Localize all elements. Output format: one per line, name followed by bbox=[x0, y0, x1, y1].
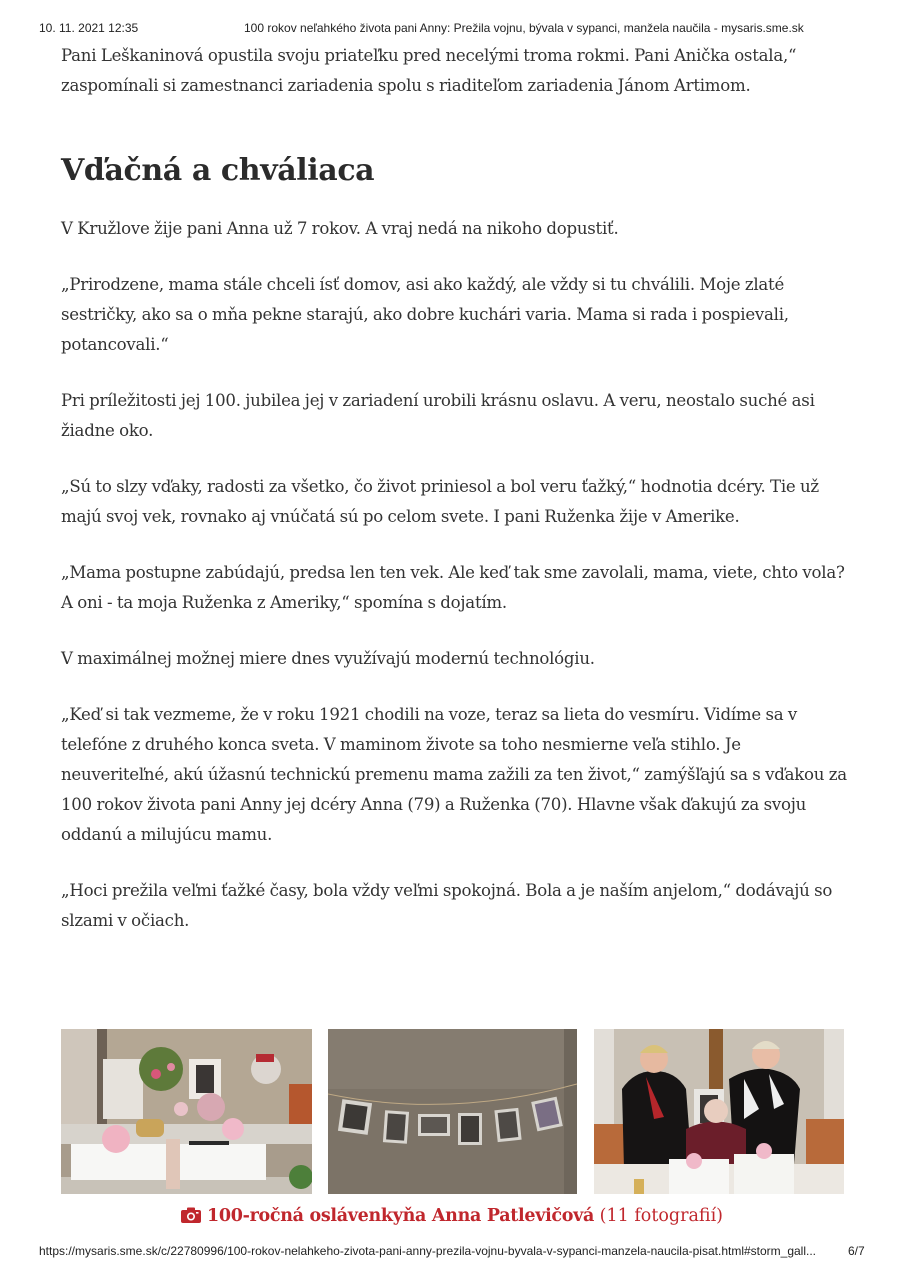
print-header bbox=[0, 21, 904, 37]
gallery-photo-family[interactable] bbox=[594, 1029, 844, 1194]
gallery-title-link[interactable]: 100-ročná oslávenkyňa Anna Patlevičová bbox=[206, 1206, 595, 1226]
article-paragraph: „Mama postupne zabúdajú, predsa len ten vek. Ale keď tak sme zavolali, mama, viete, chto vola? A oni - ta moja Ruženka z Ameriky,“ spomína s dojatím. bbox=[61, 563, 845, 612]
hanging-old-photos-photo bbox=[328, 1029, 577, 1194]
gallery-photo-hanging[interactable] bbox=[328, 1029, 577, 1194]
print-footer bbox=[0, 1244, 904, 1260]
article-paragraph: Pri príležitosti jej 100. jubilea jej v zariadení urobili krásnu oslavu. A veru, neostalo suché asi žiadne oko. bbox=[61, 391, 815, 440]
print-page-title: 100 rokov neľahkého života pani Anny: Prežila vojnu, bývala v sypanci, manžela naučila - mysaris.sme.sk bbox=[244, 21, 804, 35]
article-paragraph: V Kružlove žije pani Anna už 7 rokov. A vraj nedá na nikoho dopustiť. bbox=[61, 219, 619, 238]
gallery-photo-cake[interactable] bbox=[61, 1029, 312, 1194]
print-page-number: 6/7 bbox=[848, 1244, 865, 1258]
photo-gallery bbox=[61, 1029, 844, 1194]
article-paragraph: „Hoci prežila veľmi ťažké časy, bola vždy veľmi spokojná. Bola a je naším anjelom,“ dodávajú so slzami v očiach. bbox=[61, 881, 833, 930]
article-paragraph: V maximálnej možnej miere dnes využívajú modernú technológiu. bbox=[61, 649, 595, 668]
camera-icon bbox=[181, 1205, 201, 1231]
article-paragraph: „Prirodzene, mama stále chceli ísť domov, asi ako každý, ale vždy si tu chválili. Moje zlaté sestričky, ako sa o mňa pekne starajú, ako dobre kuchári varia. Mama si rada i pospievali, potancovali.“ bbox=[61, 275, 789, 354]
print-url: https://mysaris.sme.sk/c/22780996/100-rokov-nelahkeho-zivota-pani-anny-prezila-vojnu-byvala-v-sypanci-manzela-naucila-pisat.html#storm_gall... bbox=[39, 1244, 817, 1258]
gallery-caption[interactable] bbox=[0, 1203, 904, 1231]
article-paragraph: „Sú to slzy vďaky, radosti za všetko, čo život priniesol a bol veru ťažký,“ hodnotia dcéry. Tie už majú svoj vek, rovnako aj vnúčatá sú po celom svete. I pani Ruženka žije v Amerike. bbox=[61, 477, 819, 526]
celebrant-with-daughters-photo bbox=[594, 1029, 844, 1194]
section-heading: Vďačná a chváliaca bbox=[61, 153, 375, 188]
article-body bbox=[61, 41, 851, 936]
birthday-cake-photo bbox=[61, 1029, 312, 1194]
print-date: 10. 11. 2021 12:35 bbox=[39, 21, 139, 35]
article-paragraph: „Keď si tak vezmeme, že v roku 1921 chodili na voze, teraz sa lieta do vesmíru. Vidíme sa v telefóne z druhého konca sveta. V maminom živote sa toho nesmierne veľa stihlo. Je neuveriteľné, akú úžasnú technickú premenu mama zažili za ten život,“ zamýšľajú sa s vďakou za 100 rokov života pani Anny jej dcéry Anna (79) a Ruženka (70). Hlavne však ďakujú za svoju oddanú a milujúcu mamu. bbox=[61, 705, 847, 844]
article-paragraph: Pani Leškaninová opustila svoju priateľku pred necelými troma rokmi. Pani Anička ostala,“ zaspomínali si zamestnanci zariadenia spolu s riaditeľom zariadenia Jánom Artimom. bbox=[61, 46, 797, 95]
gallery-photo-count: (11 fotografií) bbox=[599, 1206, 723, 1226]
